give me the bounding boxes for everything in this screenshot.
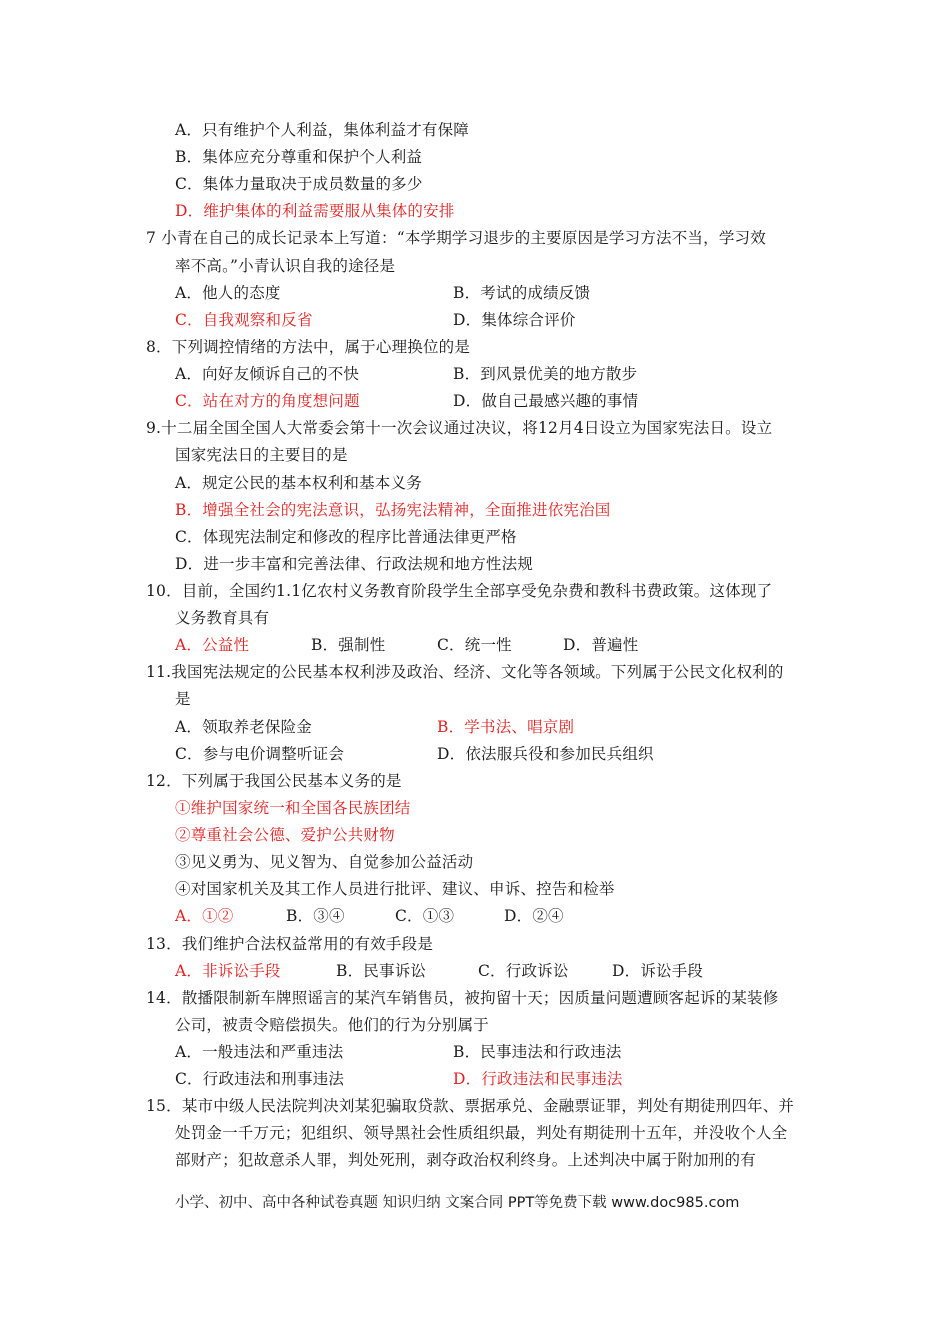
q13-option-b: B．民事诉讼: [336, 962, 427, 980]
q10-option-c: C．统一性: [437, 636, 512, 654]
q10-option-d: D．普遍性: [563, 636, 639, 654]
q12-item-1: ①维护国家统一和全国各民族团结: [175, 799, 411, 817]
q8-option-d: D．做自己最感兴趣的事情: [453, 392, 639, 410]
q9-option-d: D．进一步丰富和完善法律、行政法规和地方性法规: [175, 555, 534, 573]
q7-stem-line1: 7 小青在自己的成长记录本上写道：“本学期学习退步的主要原因是学习方法不当，学习效: [146, 229, 766, 247]
q12-option-b: B．③④: [286, 907, 345, 925]
q12-item-3: ③见义勇为、见义智为、自觉参加公益活动: [175, 853, 474, 871]
q12-option-a-answer: A．①②: [175, 907, 234, 925]
q14-option-c: C．行政违法和刑事违法: [175, 1070, 345, 1088]
q11-stem-line1: 11.我国宪法规定的公民基本权利涉及政治、经济、文化等各领域。下列属于公民文化权利的: [146, 663, 784, 681]
q13-option-d: D．诉讼手段: [612, 962, 704, 980]
q7-option-b: B．考试的成绩反馈: [453, 284, 591, 302]
q9-option-b-answer: B．增强全社会的宪法意识，弘扬宪法精神，全面推进依宪治国: [175, 501, 611, 519]
page-footer: 小学、初中、高中各种试卷真题 知识归纳 文案合同 PPT等免费下载 www.doc985.com: [175, 1195, 740, 1211]
q8-stem: 8．下列调控情绪的方法中，属于心理换位的是: [146, 338, 471, 356]
q11-option-c: C．参与电价调整听证会: [175, 745, 345, 763]
q7-option-a: A．他人的态度: [175, 284, 281, 302]
q12-stem: 12．下列属于我国公民基本义务的是: [146, 772, 402, 790]
q12-item-4: ④对国家机关及其工作人员进行批评、建议、申诉、控告和检举: [175, 880, 615, 898]
q6-option-b: B．集体应充分尊重和保护个人利益: [175, 148, 423, 166]
q7-option-c-answer: C．自我观察和反省: [175, 311, 313, 329]
q6-option-c: C．集体力量取决于成员数量的多少: [175, 175, 423, 193]
q15-stem-line2: 处罚金一千万元；犯组织、领导黑社会性质组织最，判处有期徒刑十五年，并没收个人全: [175, 1124, 788, 1142]
q14-option-b: B．民事违法和行政违法: [453, 1043, 622, 1061]
q9-option-a: A．规定公民的基本权利和基本义务: [175, 474, 422, 492]
q15-stem-line1: 15．某市中级人民法院判决刘某犯骗取贷款、票据承兑、金融票证罪，判处有期徒刑四年、并: [146, 1097, 795, 1115]
q12-option-d: D．②④: [504, 907, 564, 925]
q14-stem-line1: 14．散播限制新车牌照谣言的某汽车销售员，被拘留十天；因质量问题遭顾客起诉的某装修: [146, 989, 779, 1007]
q13-option-a-answer: A．非诉讼手段: [175, 962, 281, 980]
q11-option-a: A．领取养老保险金: [175, 718, 312, 736]
q12-option-c: C．①③: [395, 907, 455, 925]
q11-option-d: D．依法服兵役和参加民兵组织: [437, 745, 654, 763]
q13-stem: 13．我们维护合法权益常用的有效手段是: [146, 935, 434, 953]
q8-option-c-answer: C．站在对方的角度想问题: [175, 392, 360, 410]
q6-option-a: A．只有维护个人利益，集体利益才有保障: [175, 121, 469, 139]
q9-stem-line2: 国家宪法日的主要目的是: [175, 446, 348, 464]
q7-option-d: D．集体综合评价: [453, 311, 576, 329]
q14-option-a: A．一般违法和严重违法: [175, 1043, 344, 1061]
q7-stem-line2: 率不高。”小青认识自我的途径是: [175, 257, 396, 275]
q14-stem-line2: 公司，被责令赔偿损失。他们的行为分别属于: [175, 1016, 490, 1034]
q10-option-a-answer: A．公益性: [175, 636, 250, 654]
q11-option-b-answer: B．学书法、唱京剧: [437, 718, 575, 736]
q8-option-b: B．到风景优美的地方散步: [453, 365, 638, 383]
q9-stem-line1: 9.十二届全国全国人大常委会第十一次会议通过决议，将12月4日设立为国家宪法日。设立: [146, 419, 773, 437]
q12-item-2: ②尊重社会公德、爱护公共财物: [175, 826, 395, 844]
q10-stem-line2: 义务教育具有: [175, 609, 270, 627]
q8-option-a: A．向好友倾诉自己的不快: [175, 365, 360, 383]
q15-stem-line3: 部财产；犯故意杀人罪，判处死刑，剥夺政治权利终身。上述判决中属于附加刑的有: [175, 1151, 756, 1169]
q9-option-c: C．体现宪法制定和修改的程序比普通法律更严格: [175, 528, 517, 546]
q10-option-b: B．强制性: [311, 636, 386, 654]
q13-option-c: C．行政诉讼: [478, 962, 569, 980]
q6-option-d-answer: D．维护集体的利益需要服从集体的安排: [175, 202, 455, 220]
q11-stem-line2: 是: [175, 690, 191, 708]
q10-stem-line1: 10．目前，全国约1.1亿农村义务教育阶段学生全部享受免杂费和教科书费政策。这体现了: [146, 582, 773, 600]
q14-option-d-answer: D．行政违法和民事违法: [453, 1070, 623, 1088]
